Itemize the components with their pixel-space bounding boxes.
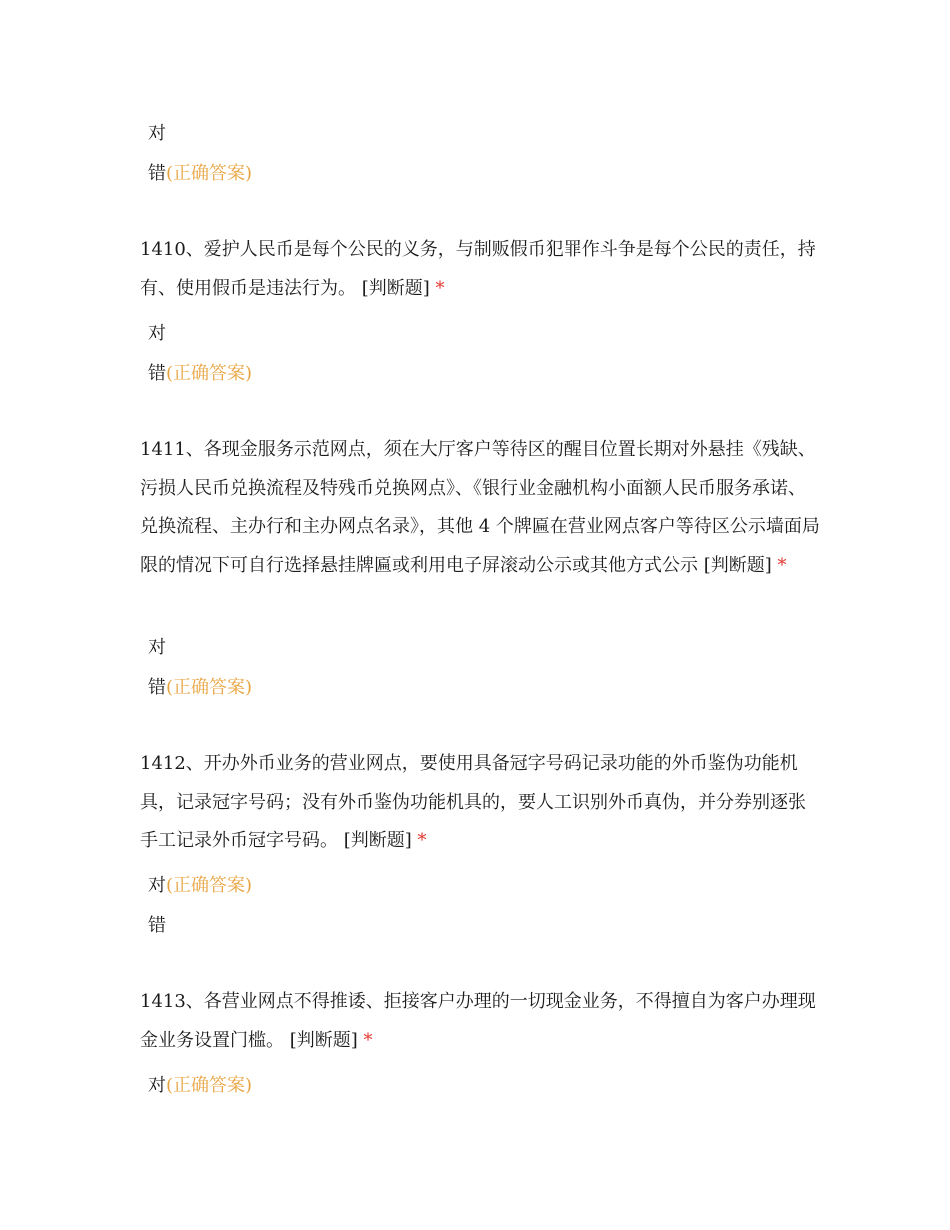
required-mark: * [417, 830, 427, 851]
correct-answer-marker: (正确答案) [166, 1075, 253, 1096]
option-label: 错 [148, 915, 166, 936]
question-type-tag: [判断题] [703, 554, 772, 576]
question-text: 1410、爱护人民币是每个公民的义务，与制贩假币犯罪作斗争是每个公民的责任，持有、使用假币是违法行为。 [140, 239, 816, 299]
option-label: 对 [148, 123, 166, 144]
correct-answer-marker: (正确答案) [166, 163, 253, 184]
option-false[interactable] [148, 914, 166, 938]
question-text: 1413、各营业网点不得推诿、拒接客户办理的一切现金业务，不得擅自为客户办理现金业务设置门槛。 [140, 991, 816, 1051]
question-type-tag: [判断题] [343, 830, 412, 851]
option-label: 错 [148, 363, 166, 384]
option-false[interactable] [148, 162, 252, 186]
option-true[interactable] [148, 874, 252, 898]
option-true[interactable] [148, 636, 166, 660]
question-1411 [140, 431, 820, 585]
option-false[interactable] [148, 676, 252, 700]
required-mark: * [363, 1029, 373, 1051]
option-label: 错 [148, 163, 166, 184]
option-label: 对 [148, 323, 166, 344]
question-text: 1411、各现金服务示范网点，须在大厅客户等待区的醒目位置长期对外悬挂《残缺、污损人民币兑换流程及特残币兑换网点》、《银行业金融机构小面额人民币服务承诺、兑换流程、主办行和主办网点名录》，其他 4 个牌匾在营业网点客户等待区公示墙面局限的情况下可自行选择悬挂牌匾或利用电子屏滚动公示或其他方式公示 [140, 439, 820, 576]
correct-answer-marker: (正确答案) [166, 363, 253, 384]
option-label: 错 [148, 677, 166, 698]
required-mark: * [435, 277, 445, 299]
option-label: 对 [148, 875, 166, 896]
question-1413 [140, 983, 820, 1060]
question-1410 [140, 231, 820, 308]
question-type-tag: [判断题] [289, 1029, 358, 1051]
required-mark: * [777, 554, 787, 576]
question-text: 1412、开办外币业务的营业网点，要使用具备冠字号码记录功能的外币鉴伪功能机具，记录冠字号码；没有外币鉴伪功能机具的，要人工识别外币真伪，并分券别逐张手工记录外币冠字号码。 [140, 753, 806, 851]
option-label: 对 [148, 1075, 166, 1096]
correct-answer-marker: (正确答案) [166, 677, 253, 698]
option-true[interactable] [148, 1074, 252, 1098]
correct-answer-marker: (正确答案) [166, 875, 253, 896]
option-false[interactable] [148, 362, 252, 386]
option-true[interactable] [148, 322, 166, 346]
option-true[interactable] [148, 122, 166, 146]
question-type-tag: [判断题] [361, 277, 430, 299]
option-label: 对 [148, 637, 166, 658]
question-1412 [140, 745, 820, 861]
